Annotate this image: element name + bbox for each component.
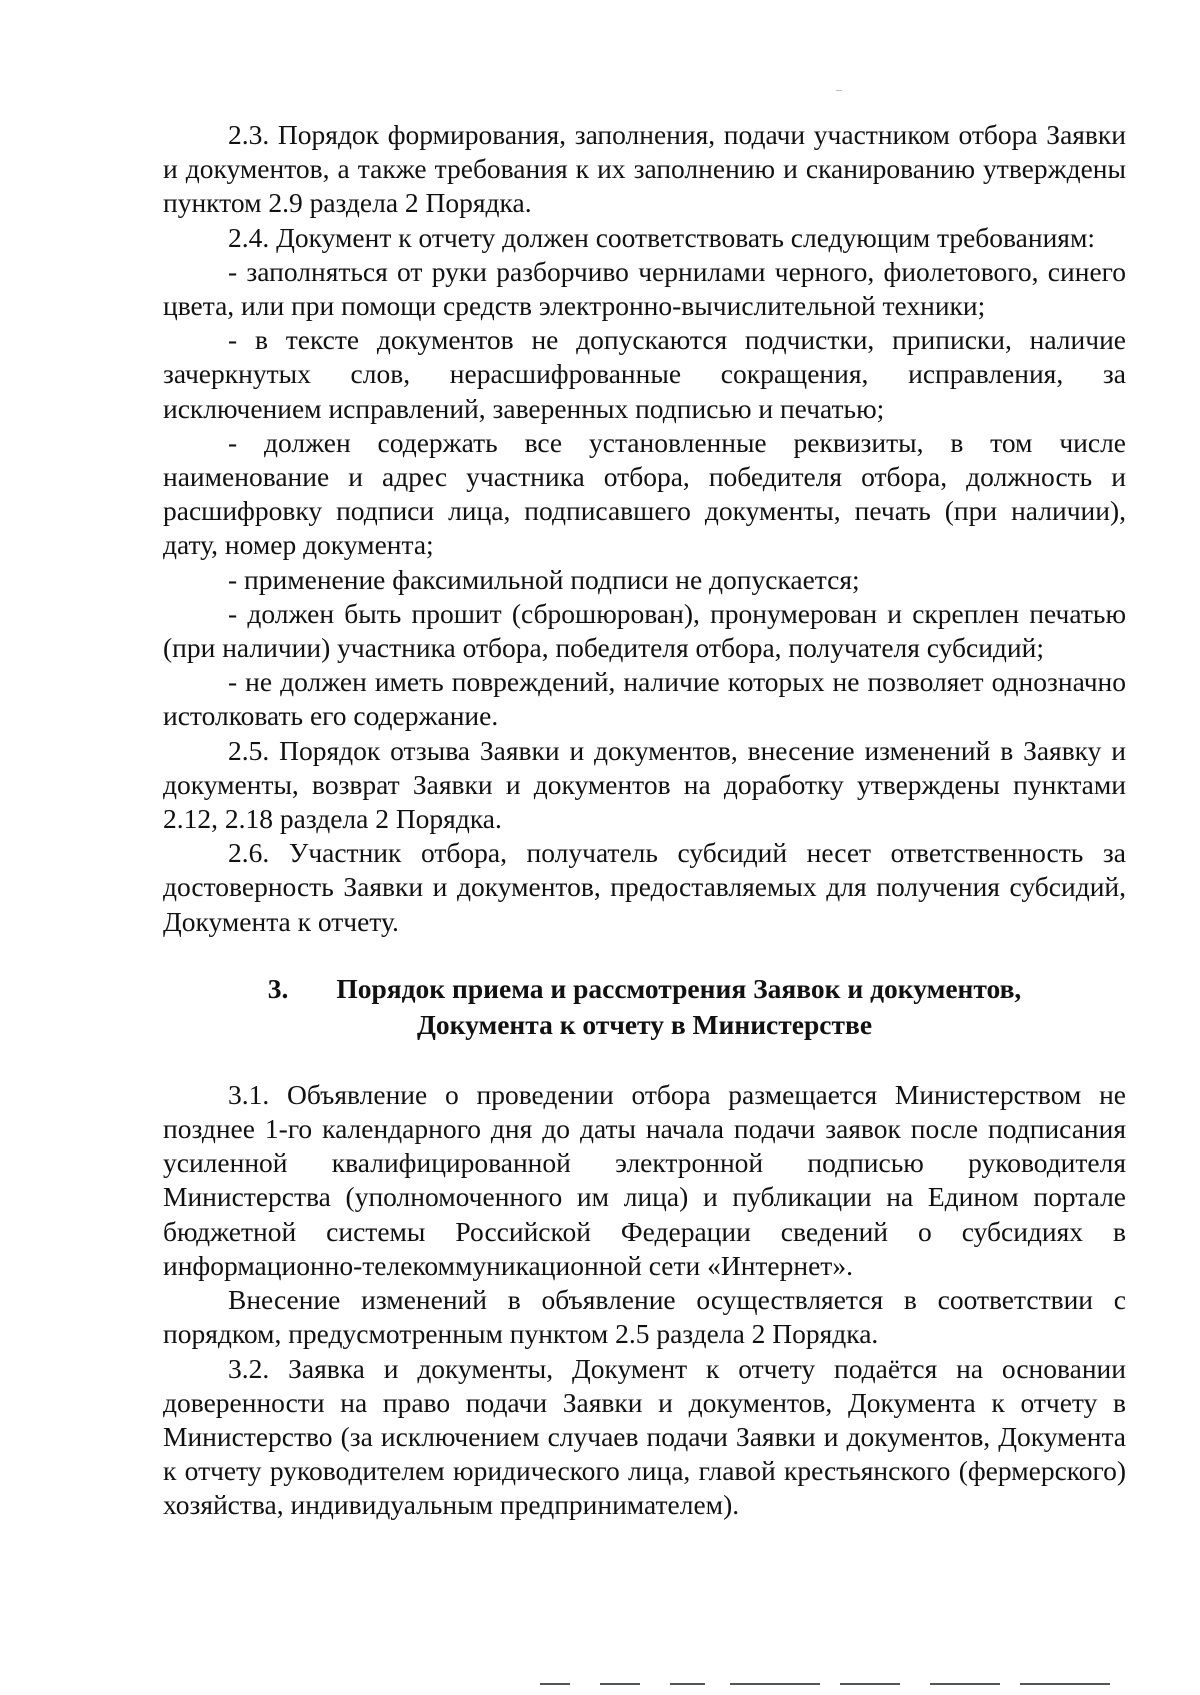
paragraph-3-1: 3.1. Объявление о проведении отбора размещается Министерством не позднее 1-го календарного дня до даты начала подачи заявок после подписания усиленной квалифицированной электронной подписью руководителя Министерства (уполномоченного им лица) и публикации на Едином портале бюджетной системы Российской Федерации сведений о субсидиях в информационно-телекоммуникационной сети «Интернет». (163, 1078, 1126, 1281)
paragraph-3-2: 3.2. Заявка и документы, Документ к отчету подаётся на основании доверенности на право подачи Заявки и документов, Документа к отчету в Министерство (за исключением случаев подачи Заявки и документов, Документа к отчету руководителем юридического лица, главой крестьянского (фермерского) хозяйства, индивидуальным предпринимателем). (163, 1352, 1126, 1521)
document-body (163, 118, 1126, 1523)
list-item-ink-requirement: - заполняться от руки разборчиво чернилами черного, фиолетового, синего цвета, или при помощи средств электронно-вычислительной техники; (163, 255, 1126, 322)
paragraph-2-3: 2.3. Порядок формирования, заполнения, подачи участником отбора Заявки и документов, а также требования к их заполнению и сканированию утверждены пунктом 2.9 раздела 2 Порядка. (163, 119, 1126, 219)
section-heading (163, 971, 1126, 1043)
paragraph-announcement-changes: Внесение изменений в объявление осуществляется в соответствии с порядком, предусмотренным пунктом 2.5 раздела 2 Порядка. (163, 1284, 1126, 1350)
section-heading-line-1 (163, 971, 1126, 1007)
section-title-part-1: Порядок приема и рассмотрения Заявок и документов, (336, 972, 1022, 1004)
paragraph-2-6: 2.6. Участник отбора, получатель субсидий несет ответственность за достоверность Заявки и документов, предоставляемых для получения субсидий, Документа к отчету. (163, 837, 1126, 937)
section-title-part-2: Документа к отчету в Министерстве (416, 1008, 873, 1040)
list-item-bound-numbered: - должен быть прошит (сброшюрован), пронумерован и скреплен печатью (при наличии) участника отбора, победителя отбора, получателя субсидий; (163, 597, 1126, 664)
section-number: 3. (267, 972, 289, 1004)
scan-footer-marks (540, 1683, 1120, 1686)
list-item-required-details: - должен содержать все установленные реквизиты, в том числе наименование и адрес участника отбора, победителя отбора, должность и расшифровку подписи лица, подписавшего документы, печать (при наличии), дату, номер документа; (163, 426, 1126, 561)
list-item-no-facsimile: - применение факсимильной подписи не допускается; (228, 563, 860, 595)
paragraph-2-5: 2.5. Порядок отзыва Заявки и документов, внесение изменений в Заявку и документы, возврат Заявки и документов на доработку утверждены пунктами 2.12, 2.18 раздела 2 Порядка. (163, 734, 1126, 835)
list-item-no-damage: - не должен иметь повреждений, наличие которых не позволяет однозначно истолковать его содержание. (163, 666, 1126, 732)
list-item-no-corrections: - в тексте документов не допускаются подчистки, приписки, наличие зачеркнутых слов, нерасшифрованные сокращения, исправления, за исключением исправлений, заверенных подписью и печатью; (163, 324, 1126, 424)
paragraph-2-4: 2.4. Документ к отчету должен соответствовать следующим требованиям: (228, 221, 1096, 253)
scan-artifact (836, 90, 842, 91)
